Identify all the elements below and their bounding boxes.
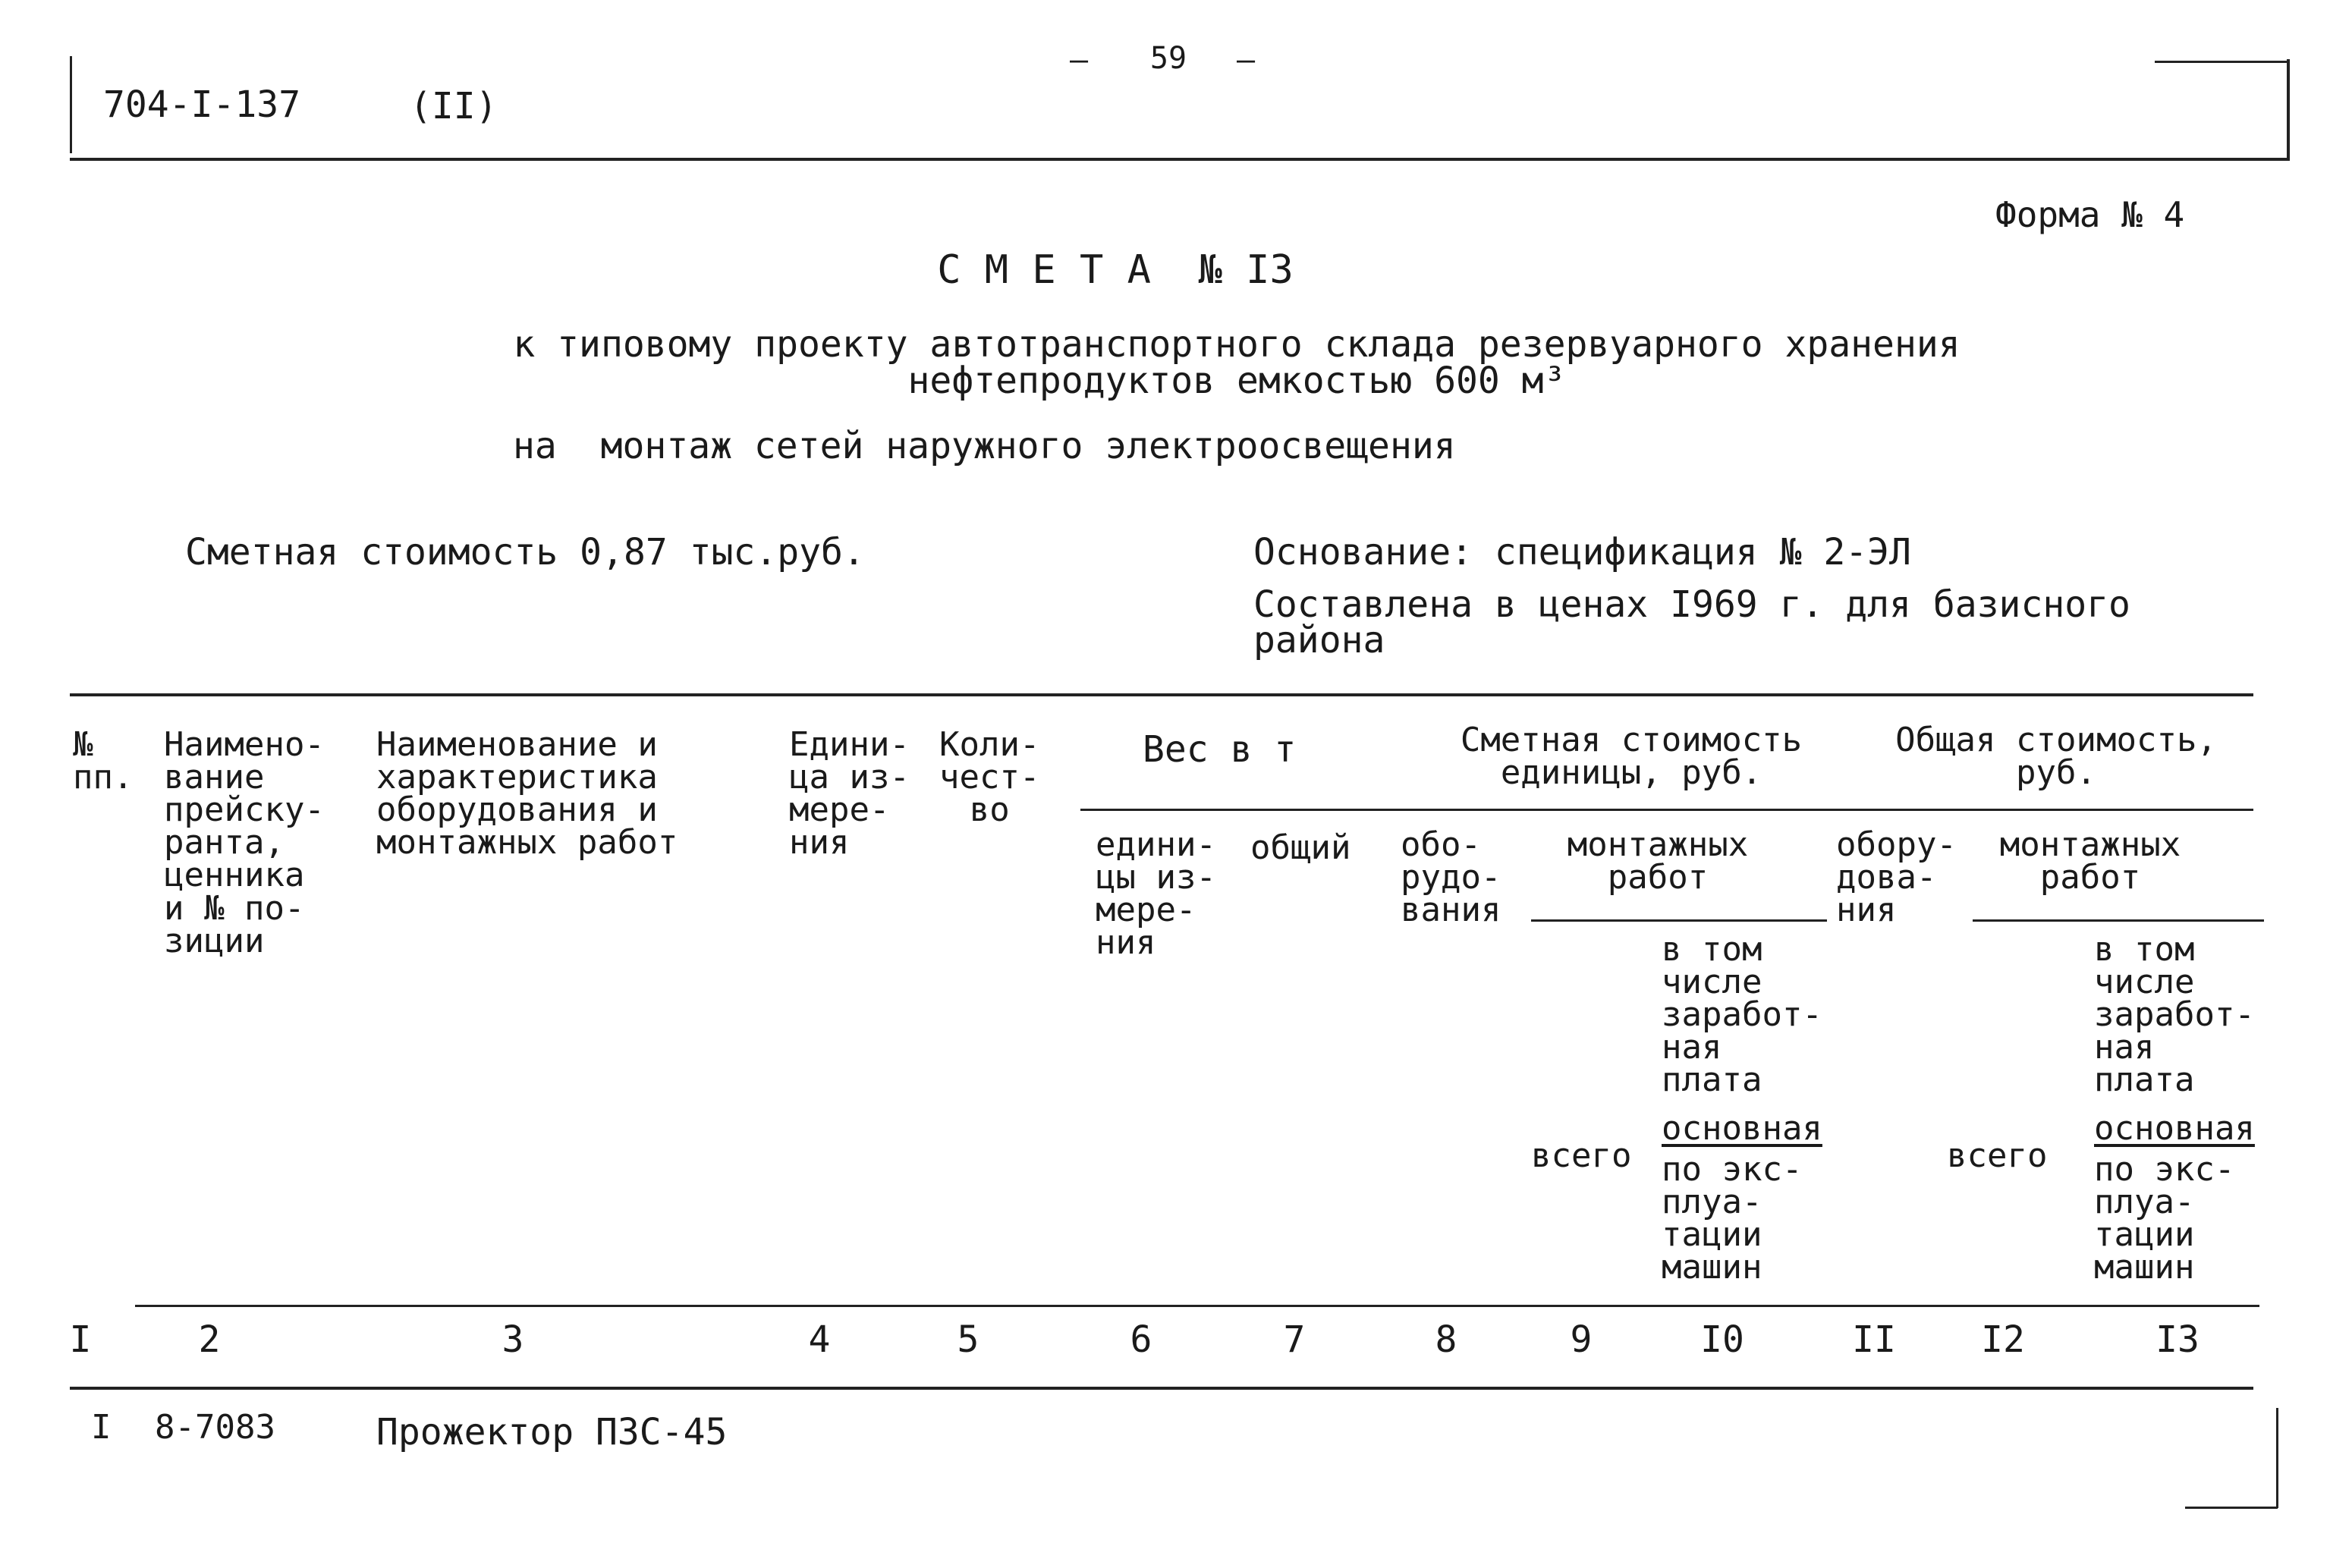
unit-install-rule bbox=[1531, 919, 1827, 922]
page-number: 59 bbox=[1149, 41, 1187, 76]
header-item-description: Наименование и характеристика оборудования и монтажных работ bbox=[376, 725, 678, 863]
subtitle-line-2: нефтепродуктов емкостью 600 м³ bbox=[907, 360, 1566, 402]
column-number: I0 bbox=[1700, 1318, 1744, 1361]
header-unit-equipment: обо- рудо- вания bbox=[1401, 825, 1501, 930]
column-number: 9 bbox=[1570, 1318, 1593, 1361]
page-number-dash-right: — bbox=[1237, 42, 1256, 77]
estimate-prices: Составлена в ценах I969 г. для базисного района bbox=[1253, 583, 2130, 662]
total-install-rule bbox=[1973, 919, 2264, 922]
header-unit-wage-main: основная bbox=[1662, 1109, 1822, 1148]
header-total-wage-incl: в том числе заработ- ная плата bbox=[2094, 930, 2255, 1100]
doc-part: (II) bbox=[410, 85, 498, 127]
row-item-name: Прожектор ПЗС-45 bbox=[376, 1411, 728, 1453]
doc-code: 704-I-137 bbox=[103, 83, 301, 126]
header-total-install-total: всего bbox=[1947, 1136, 2048, 1175]
frame-top-right-mark bbox=[2155, 61, 2288, 63]
column-number: 7 bbox=[1283, 1318, 1306, 1361]
header-total-install-group: монтажных работ bbox=[1999, 825, 2181, 897]
header-price-list: Наимено- вание прейску- ранта, ценника и № по- зиции bbox=[164, 725, 325, 960]
column-number: I2 bbox=[1981, 1318, 2025, 1361]
frame-left-mark bbox=[70, 56, 72, 153]
header-weight-unit: едини- цы из- мере- ния bbox=[1096, 825, 1216, 963]
page-number-dash-left: — bbox=[1070, 42, 1089, 77]
table-top-rule bbox=[70, 693, 2253, 696]
header-weight-total: общий bbox=[1250, 828, 1351, 867]
subheader-rule bbox=[1080, 809, 2253, 811]
estimate-basis: Основание: спецификация № 2-ЭЛ bbox=[1253, 531, 1911, 573]
header-unit-wage-incl: в том числе заработ- ная плата bbox=[1662, 930, 1822, 1100]
header-unit-install-total: всего bbox=[1531, 1136, 1632, 1175]
table-right-mark bbox=[2276, 1408, 2278, 1508]
header-unit-cost-group: Сметная стоимость единицы, руб. bbox=[1460, 721, 1803, 793]
header-rule bbox=[70, 158, 2289, 161]
column-number: II bbox=[1852, 1318, 1896, 1361]
row-number: I bbox=[91, 1408, 112, 1447]
column-number: 4 bbox=[808, 1318, 831, 1361]
frame-right-mark bbox=[2287, 59, 2290, 161]
header-total-wage-machines: по экс- плуа- тации машин bbox=[2094, 1150, 2235, 1287]
header-bottom-rule bbox=[135, 1305, 2259, 1307]
column-numbers-rule bbox=[70, 1387, 2253, 1390]
column-number: 3 bbox=[502, 1318, 524, 1361]
column-number: 2 bbox=[198, 1318, 221, 1361]
form-label: Форма № 4 bbox=[1995, 194, 2185, 235]
column-number: I bbox=[69, 1318, 92, 1361]
column-number: I3 bbox=[2155, 1318, 2200, 1361]
header-row-number: № пп. bbox=[73, 725, 134, 797]
estimate-heading: С М Е Т А № I3 bbox=[937, 247, 1294, 293]
header-quantity: Коли- чест- во bbox=[939, 725, 1040, 830]
header-unit-wage-machines: по экс- плуа- тации машин bbox=[1662, 1150, 1803, 1287]
column-number: 6 bbox=[1130, 1318, 1152, 1361]
header-weight-group: Вес в т bbox=[1143, 728, 1297, 771]
header-total-equipment: обору- дова- ния bbox=[1836, 825, 1957, 930]
column-number: 5 bbox=[957, 1318, 979, 1361]
header-unit-install-group: монтажных работ bbox=[1567, 825, 1749, 897]
table-bottom-right-mark bbox=[2185, 1507, 2278, 1509]
subtitle-line-1: к типовому проекту автотранспортного склада резервуарного хранения bbox=[513, 323, 1961, 366]
estimate-cost: Сметная стоимость 0,87 тыс.руб. bbox=[185, 531, 865, 573]
header-total-wage-main: основная bbox=[2094, 1109, 2255, 1148]
row-price-list-code: 8-7083 bbox=[155, 1408, 275, 1447]
header-unit: Едини- ца из- мере- ния bbox=[789, 725, 910, 863]
estimate-subject: на монтаж сетей наружного электроосвещения bbox=[513, 425, 1456, 467]
header-total-cost-group: Общая стоимость, руб. bbox=[1895, 721, 2217, 793]
column-number: 8 bbox=[1435, 1318, 1457, 1361]
